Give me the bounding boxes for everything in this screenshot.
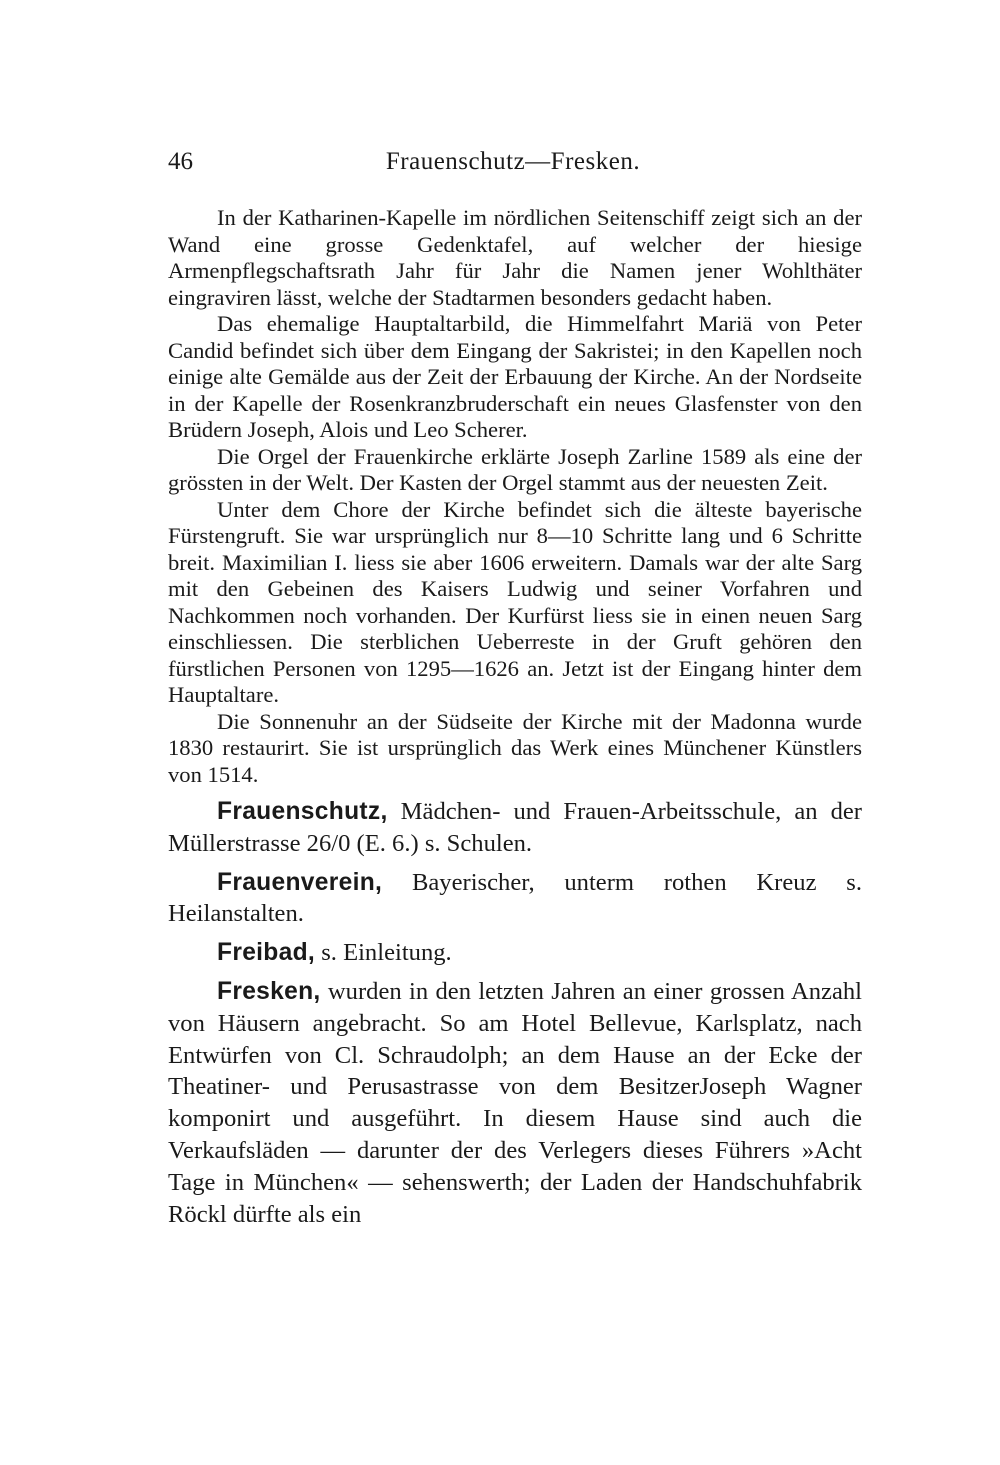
entry-text: Bayerischer, unterm rothen Kreuz s. Heilanstalten. [168, 868, 862, 928]
directory-entry [168, 937, 862, 969]
paragraph: Das ehemalige Hauptaltarbild, die Himmelfahrt Mariä von Peter Candid befindet sich über dem Eingang der Sakristei; in den Kapellen noch einige alte Gemälde aus der Zeit der Erbauung der Kirche. An der Nordseite in der Kapelle der Rosenkranzbruderschaft ein neues Glasfenster von den Brüdern Joseph, Alois und Leo Scherer. [168, 311, 862, 442]
entry-lemma: Frauenverein, [217, 868, 383, 896]
entry-text: wurden in den letzten Jahren an einer grossen Anzahl von Häusern angebracht. So am Hotel Bellevue, Karlsplatz, nach Entwürfen von Cl. Schraudolph; an dem Hause an der Ecke der Theatiner- und Perusastrasse von dem BesitzerJoseph Wagner komponirt und ausgeführt. In diesem Hause sind auch die Verkaufsläden — darunter der des Verlegers dieses Führers »Acht Tage in München« — sehenswerth; der Laden der Handschuhfabrik Röckl dürfte als ein [168, 977, 862, 1228]
paragraph: In der Katharinen-Kapelle im nördlichen Seitenschiff zeigt sich an der Wand eine grosse Gedenktafel, auf welcher der hiesige Armenpflegschaftsrath Jahr für Jahr die Namen jener Wohlthäter eingraviren lässt, welche der Stadtarmen besonders gedacht haben. [168, 205, 862, 310]
paragraph: Die Orgel der Frauenkirche erklärte Joseph Zarline 1589 als eine der grössten in der Welt. Der Kasten der Orgel stammt aus der neuesten Zeit. [168, 443, 862, 495]
entry-lemma: Freibad, [217, 939, 316, 967]
entry-lemma: Fresken, [217, 977, 321, 1005]
directory-entry [168, 867, 862, 931]
paragraph: Die Sonnenuhr an der Südseite der Kirche mit der Madonna wurde 1830 restaurirt. Sie ist ursprünglich das Werk eines Münchener Künstlers von 1514. [168, 708, 862, 787]
entry-text: Mädchen- und Frauen-Arbeitsschule, an der Müllerstrasse 26/0 (E. 6.) s. Schulen. [168, 798, 862, 857]
page-number: 46 [168, 148, 193, 175]
running-title: Frauenschutz—Fresken. [385, 148, 641, 175]
directory-entry [168, 796, 862, 860]
directory-entry [168, 976, 862, 1230]
church-description [168, 205, 862, 788]
paragraph: Unter dem Chore der Kirche befindet sich die älteste bayerische Fürstengruft. Sie war ursprünglich nur 8—10 Schritte lang und 6 Schritte breit. Maximilian I. liess sie aber 1606 erweitern. Damals war der alte Sarg mit den Gebeinen des Kaisers Ludwig und seiner Vorfahren und Nachkommen noch vorhanden. Der Kurfürst liess sie in einen neuen Sarg einschliessen. Die sterblichen Ueberreste in der Gruft gehören den fürstlichen Personen von 1295—1626 an. Jetzt ist der Eingang hinter dem Hauptaltare. [168, 496, 862, 707]
page-header [168, 148, 858, 182]
entry-text: s. Einleitung. [315, 939, 452, 967]
directory-entries [168, 796, 862, 1230]
page-body [168, 205, 862, 1237]
entry-lemma: Frauenschutz, [217, 798, 388, 825]
